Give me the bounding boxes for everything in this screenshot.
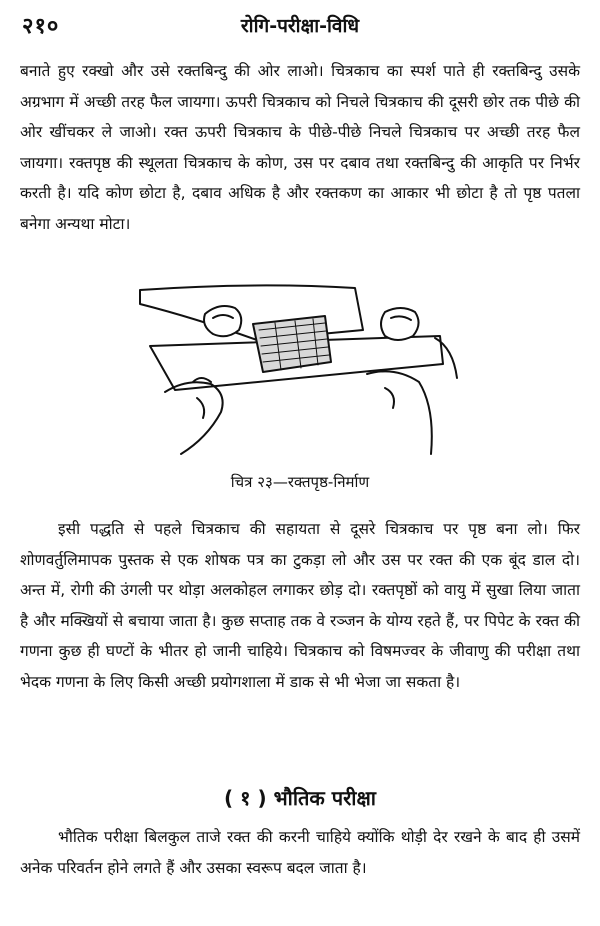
body-paragraph: इसी पद्धति से पहले चित्रकाच की सहायता से दूसरे चित्रकाच पर पृष्ठ बना लो। फिर शोणवर्तुलिमापक पुस्तक से एक शोषक पत्र का टुकड़ा लो और उस पर रक्त की एक बूंद डाल दो। अन्त में, रोगी की उंगली पर थोड़ा अलकोहल लगाकर छोड़ दो। रक्तपृष्ठों को वायु में सुखा लिया जाता है और मक्खियों से बचाया जाता है। कुछ सप्ताह तक वे रञ्जन के योग्य रहते हैं, पर पिपेट के रक्त की गणना कुछ ही घण्टों के भीतर हो जानी चाहिये। चित्रकाच को विषमज्वर के जीवाणु की परीक्षा तथा भेदक गणना के लिए किसी अच्छी प्रयोगशाला में डाक से भी भेजा जा सकता है। — [20, 520, 580, 691]
section-heading: ( १ ) भौतिक परीक्षा — [224, 786, 376, 810]
figure-illustration — [135, 278, 465, 458]
body-paragraph: बनाते हुए रक्खो और उसे रक्तबिन्दु की ओर लाओ। चित्रकाच का स्पर्श पाते ही रक्तबिन्दु उसके अग्रभाग में अच्छी तरह फैल जायगा। ऊपरी चित्रकाच को निचले चित्रकाच की दूसरी छोर तक पीछे की ओर खींचकर ले जाओ। रक्त ऊपरी चित्रकाच के पीछे-पीछे निचले चित्रकाच पर अच्छी तरह फैल जायगा। रक्तपृष्ठ की स्थूलता चित्रकाच के कोण, उस पर दबाव तथा रक्तबिन्दु की आकृति पर निर्भर करती है। यदि कोण छोटा है, दबाव अधिक है और रक्तकण का आकार भी छोटा है तो पृष्ठ पतला बनेगा अन्यथा मोटा। — [20, 62, 580, 233]
body-paragraph: भौतिक परीक्षा बिलकुल ताजे रक्त की करनी चाहिये क्योंकि थोड़ी देर रखने के बाद ही उसमें अनेक परिवर्तन होने लगते हैं और उसका स्वरूप बदल जाता है। — [20, 828, 580, 877]
page-header — [22, 10, 578, 44]
running-title: रोगि-परीक्षा-विधि — [240, 15, 360, 37]
page-number: २१० — [22, 14, 60, 39]
blood-smear-drawing — [135, 278, 465, 458]
figure-caption: चित्र २३—रक्तपृष्ठ-निर्माण — [230, 473, 370, 491]
